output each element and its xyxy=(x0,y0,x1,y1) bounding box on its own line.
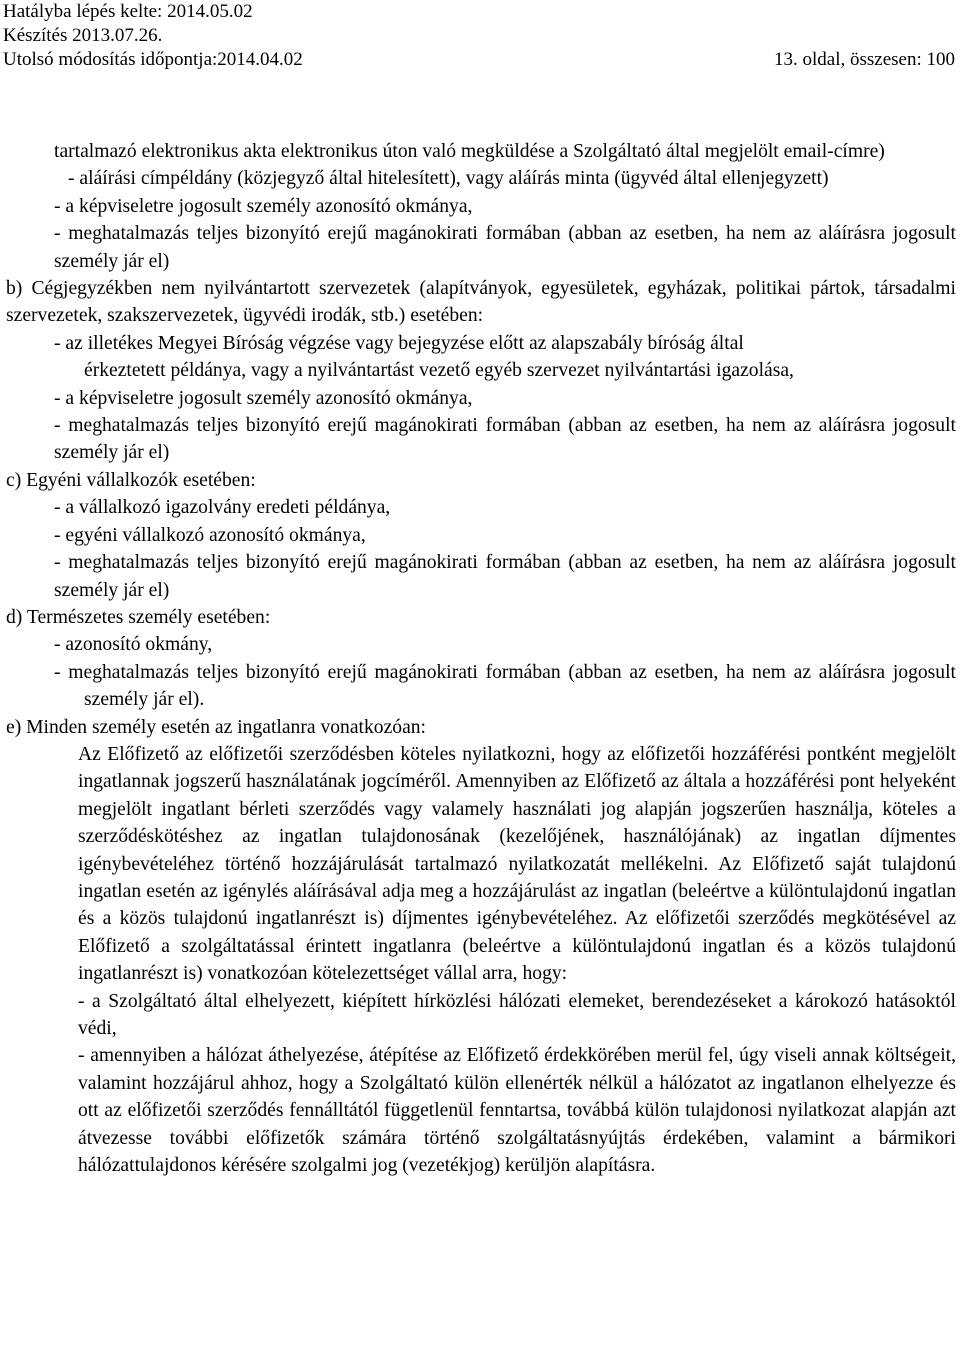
list-item: - a képviseletre jogosult személy azonosító okmánya, xyxy=(54,387,473,409)
list-item: - a Szolgáltató által elhelyezett, kiépített hírközlési hálózati elemeket, berendezéseket a károkozó hatásoktól védi, xyxy=(78,990,956,1039)
list-item: - meghatalmazás teljes bizonyító erejű magánokirati formában (abban az esetben, ha nem az aláírásra jogosult személy jár el) xyxy=(54,415,956,464)
list-item-continuation: érkeztetett példánya, vagy a nyilvántartást vezető egyéb szervezet nyilvántartási igazolása, xyxy=(84,360,794,382)
paragraph: tartalmazó elektronikus akta elektronikus úton való megküldése a Szolgáltató által megjelölt email-címre) xyxy=(54,141,885,162)
header-last-row xyxy=(3,48,955,72)
section-c-heading: c) Egyéni vállalkozók esetében: xyxy=(6,469,256,491)
page-info: 13. oldal, összesen: 100 xyxy=(773,49,955,70)
list-item: - azonosító okmány, xyxy=(54,634,213,656)
section-e-heading: e) Minden személy esetén az ingatlanra vonatkozóan: xyxy=(6,716,427,738)
list-item: - meghatalmazás teljes bizonyító erejű magánokirati formában (abban az esetben, ha nem az aláírásra jogosult személy jár el) xyxy=(54,223,956,272)
list-item: - egyéni vállalkozó azonosító okmánya, xyxy=(54,524,366,546)
document-body xyxy=(6,138,956,1179)
effective-date: Hatályba lépés kelte: 2014.05.02 xyxy=(3,1,253,22)
last-modified: Utolsó módosítás időpontja:2014.04.02 xyxy=(3,49,303,70)
paragraph: Az Előfizető az előfizetői szerződésben köteles nyilatkozni, hogy az előfizetői hozzáférési pontként megjelölt ingatlannak jogszerű használatának jogcíméről. Amennyiben az Előfizető az általa a hozzáférési pont helyeként megjelölt ingatlant bérleti szerződés vagy valamely használati jog alapján jogszerűen használja, köteles a szerződéskötéshez az ingatlan tulajdonosának (kezelőjének, használójának) az ingatlan díjmentes igénybevételéhez történő hozzájárulását tartalmazó nyilatkozatát mellékelni. Az Előfizető saját tulajdonú ingatlan esetén az igénylés aláírásával adja meg a hozzájárulást az ingatlan (beleértve a különtulajdonú ingatlan és a közös tulajdonú ingatlanrészt is) díjmentes igénybevételéhez. Az előfizetői szerződés megkötésével az Előfizető a szolgáltatással érintett ingatlanra (beleértve a különtulajdonú ingatlan és a közös tulajdonú ingatlanrészt is) vonatkozóan kötelezettséget vállal arra, hogy: xyxy=(78,743,956,985)
list-item: - aláírási címpéldány (közjegyző által hitelesített), vagy aláírás minta (ügyvéd által ellenjegyzett) xyxy=(68,168,829,190)
list-item: - amennyiben a hálózat áthelyezése, átépítése az Előfizető érdekkörében merül fel, úgy viseli annak költségeit, valamint hozzájárul ahhoz, hogy a Szolgáltató külön ellenérték nélkül a hálózatot az ingatlanon elhelyezze és ott az előfizetői szerződés fennálltától függetlenül fenntartsa, továbbá külön tulajdonosi nyilatkozat alapján azt átvezesse további előfizetők számára történő szolgáltatásnyújtás érdekében, valamint a bármikori hálózattulajdonos kérésére szolgalmi jog (vezetékjog) kerüljön alapításra. xyxy=(78,1045,956,1177)
list-item: - az illetékes Megyei Bíróság végzése vagy bejegyzése előtt az alapszabály bíróság által xyxy=(54,332,744,354)
list-item: - a képviseletre jogosult személy azonosító okmánya, xyxy=(54,195,473,217)
section-b-heading: b) Cégjegyzékben nem nyilvántartott szervezetek (alapítványok, egyesületek, egyházak, politikai pártok, társadalmi szervezetek, szakszervezetek, ügyvédi irodák, stb.) esetében: xyxy=(6,278,956,327)
section-d-heading: d) Természetes személy esetében: xyxy=(6,606,271,628)
list-item: - a vállalkozó igazolvány eredeti példánya, xyxy=(54,497,391,519)
list-item: - meghatalmazás teljes bizonyító erejű magánokirati formában (abban az esetben, ha nem az aláírásra jogosult személy jár el). xyxy=(54,661,956,711)
page-header xyxy=(3,0,955,72)
list-item: - meghatalmazás teljes bizonyító erejű magánokirati formában (abban az esetben, ha nem az aláírásra jogosult személy jár el) xyxy=(54,552,956,601)
created-date: Készítés 2013.07.26. xyxy=(3,25,163,46)
